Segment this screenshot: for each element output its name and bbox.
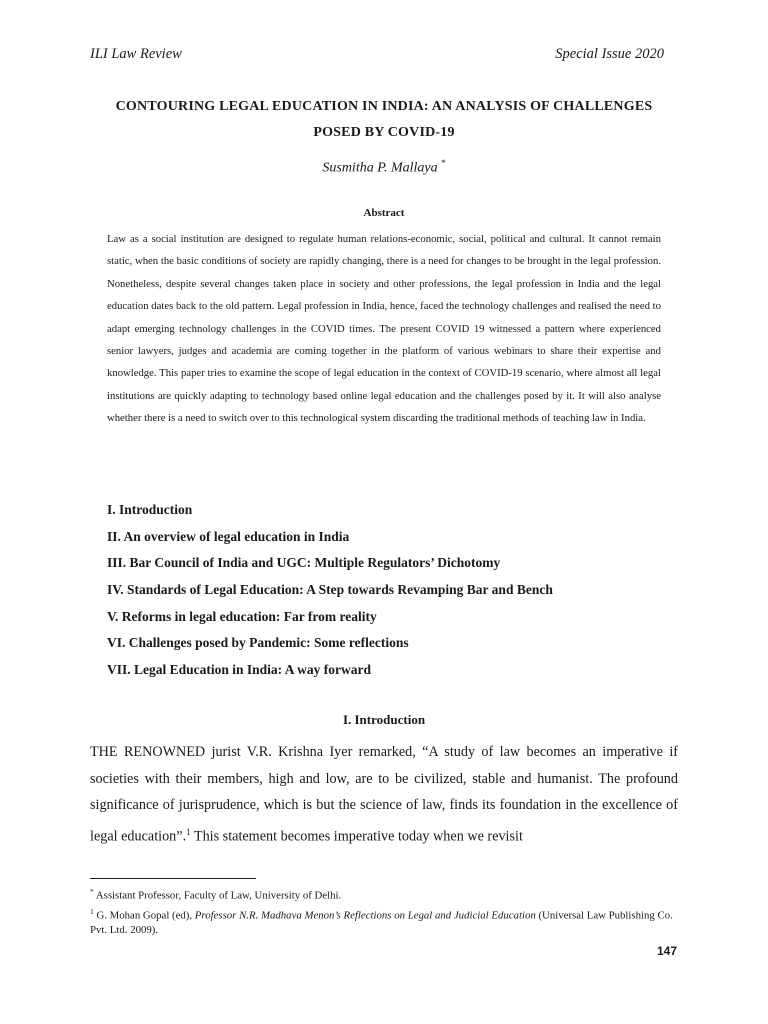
footnote-1-mark: 1 bbox=[90, 906, 94, 916]
footnote-ref-1[interactable]: 1 bbox=[186, 826, 191, 837]
toc-item: V. Reforms in legal education: Far from reality bbox=[107, 608, 377, 624]
article-title bbox=[90, 94, 678, 146]
article-title-line-2: POSED BY COVID-19 bbox=[313, 125, 455, 140]
abstract-heading: Abstract bbox=[363, 207, 405, 219]
footnote-star-mark: * bbox=[90, 887, 94, 896]
section-heading: I. Introduction bbox=[342, 712, 426, 727]
author-footnote-mark[interactable]: * bbox=[441, 158, 446, 168]
toc-item: VII. Legal Education in India: A way forward bbox=[107, 662, 372, 678]
footnotes bbox=[90, 884, 680, 938]
footnote-author bbox=[90, 884, 680, 904]
toc-item: III. Bar Council of India and UGC: Multiple Regulators’ Dichotomy bbox=[107, 555, 501, 571]
body-text-part-2: This statement becomes imperative today when we revisit bbox=[190, 828, 523, 845]
toc-item: IV. Standards of Legal Education: A Step towards Revamping Bar and Bench bbox=[107, 582, 553, 598]
author-line bbox=[90, 158, 678, 177]
footnote-1 bbox=[90, 904, 680, 939]
footnote-1-post: (Universal Law Publishing Co. Pvt. Ltd. 2009). bbox=[90, 909, 673, 937]
toc-item: II. An overview of legal education in India bbox=[107, 528, 350, 544]
toc-item: VI. Challenges posed by Pandemic: Some reflections bbox=[107, 635, 409, 651]
issue-label: Special Issue 2020 bbox=[555, 46, 664, 62]
body-text-part-1: THE RENOWNED jurist V.R. Krishna Iyer remarked, “A study of law becomes an imperative if societies with their members, high and low, are to be civilized, stable and humanist. The profound significance of jurisprudence, which is but the science of law, finds its foundation in the excellence of legal education”. bbox=[90, 744, 678, 845]
footnote-1-book-title: Professor N.R. Madhava Menon’s Reflections on Legal and Judicial Education bbox=[194, 909, 536, 922]
journal-name: ILI Law Review bbox=[90, 46, 182, 62]
abstract-text: Law as a social institution are designed to regulate human relations-economic, social, political and cultural. It cannot remain static, when the basic conditions of society are rapidly changing, there is a need for changes to be brought in the legal profession. Nonetheless, despite several changes taken place in society and other professions, the legal profession in India and the legal education dates back to the old pattern. Legal profession in India, hence, faced the technology challenges and realised the need to adapt emerging technology challenges in the COVID times. The present COVID 19 witnessed a pattern where experienced senior lawyers, judges and academia are coming together in the platform of various webinars to share their expertise and knowledge. This paper tries to examine the scope of legal education in the context of COVID-19 scenario, where almost all legal institutions are quickly adapting to technology based online legal education and the challenges posed by it. It will also analyse whether there is a need to switch over to this technological system discarding the traditional methods of teaching law in India. bbox=[107, 233, 661, 425]
footnote-divider bbox=[90, 878, 256, 879]
page-number: 147 bbox=[656, 944, 677, 958]
footnote-1-pre: G. Mohan Gopal (ed), bbox=[93, 909, 195, 922]
toc-item: I. Introduction bbox=[107, 502, 193, 517]
author-name: Susmitha P. Mallaya bbox=[322, 160, 438, 176]
running-header bbox=[90, 46, 664, 66]
footnote-author-text: Assistant Professor, Faculty of Law, University of Delhi. bbox=[93, 889, 342, 902]
table-of-contents bbox=[107, 497, 687, 684]
body-paragraph bbox=[90, 739, 678, 850]
article-title-line-1: CONTOURING LEGAL EDUCATION IN INDIA: AN ANALYSIS OF CHALLENGES bbox=[115, 99, 653, 114]
